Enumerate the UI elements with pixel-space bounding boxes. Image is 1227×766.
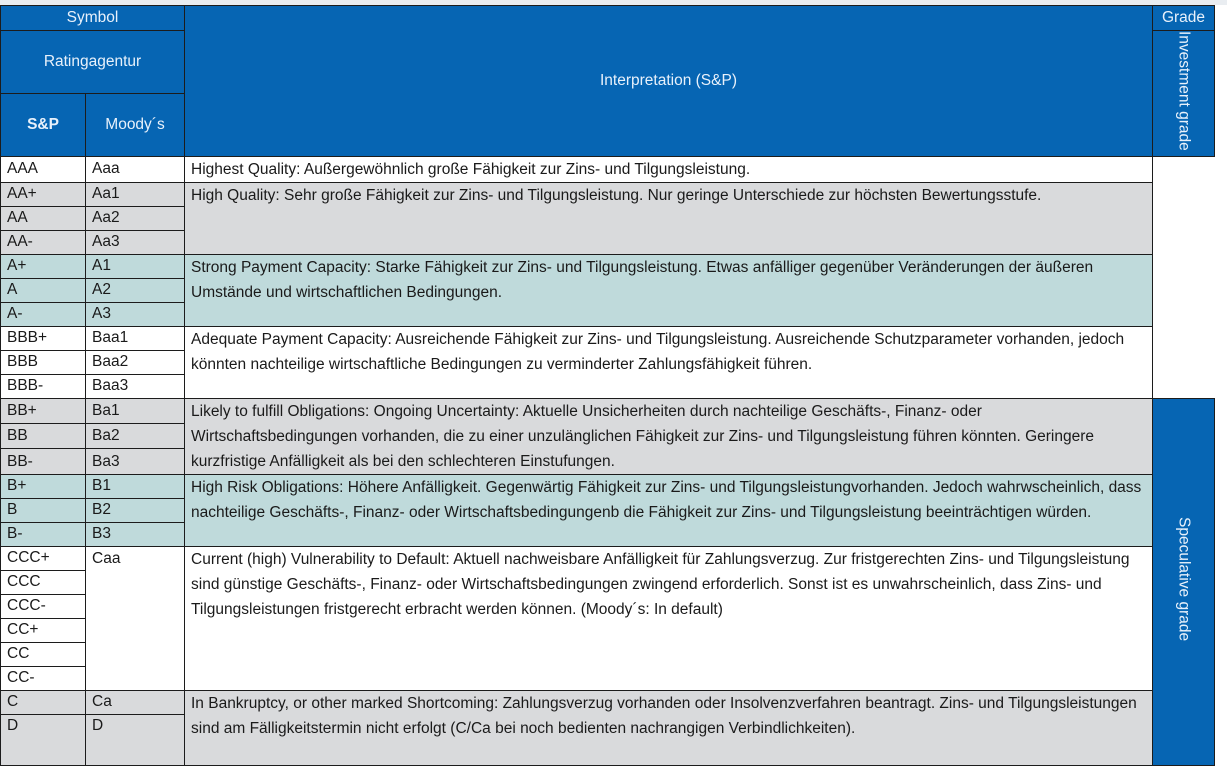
interpretation-text: High Quality: Sehr große Fähigkeit zur Zins- und Tilgungsleistung. Nur geringe Unterschiede zur höchsten Bewertungsstufe.	[185, 182, 1153, 254]
sp-rating: CC-	[1, 666, 86, 690]
sp-rating: BBB+	[1, 326, 86, 350]
table-row	[1, 474, 1215, 498]
rating-table	[0, 5, 1215, 766]
moodys-rating: A1	[86, 254, 185, 278]
moodys-rating: Ca	[86, 690, 185, 714]
sp-rating: B-	[1, 522, 86, 546]
moodys-rating: D	[86, 714, 185, 765]
speculative-grade-band	[1153, 398, 1215, 765]
sp-rating: B+	[1, 474, 86, 498]
sp-rating: AA-	[1, 230, 86, 254]
moodys-rating: Baa1	[86, 326, 185, 350]
sp-rating: CC+	[1, 618, 86, 642]
interpretation-text: Highest Quality: Außergewöhnlich große Fähigkeit zur Zins- und Tilgungsleistung.	[185, 156, 1153, 182]
header-moodys: Moody´s	[86, 93, 185, 156]
moodys-rating: Aa2	[86, 206, 185, 230]
table-row	[1, 690, 1215, 714]
moodys-rating: Baa3	[86, 374, 185, 398]
sp-rating: A	[1, 278, 86, 302]
moodys-rating: A2	[86, 278, 185, 302]
sp-rating: AA	[1, 206, 86, 230]
sp-rating: BBB-	[1, 374, 86, 398]
interpretation-text: Strong Payment Capacity: Starke Fähigkeit zur Zins- und Tilgungsleistung. Etwas anfälliger gegenüber Veränderungen der äußeren Umstände und wirtschaftlichen Bedingungen.	[185, 254, 1153, 326]
moodys-rating: Ba1	[86, 398, 185, 423]
investment-grade-band	[1153, 31, 1215, 157]
sp-rating: BB	[1, 424, 86, 449]
moodys-rating: Ba2	[86, 424, 185, 449]
table-row	[1, 546, 1215, 570]
moodys-rating: Aa3	[86, 230, 185, 254]
rating-table-frame	[0, 5, 1214, 766]
sp-rating: AA+	[1, 182, 86, 206]
interpretation-text: Likely to fulfill Obligations: Ongoing Uncertainty: Aktuelle Unsicherheiten durch nachteilige Geschäfts-, Finanz- oder Wirtschaftsbedingungen vorhanden, die zu einer unzulänglichen Fähigkeit zur Zins- und Tilgungsleistung führen könnten. Geringere kurzfristige Anfälligkeit als bei den schlechteren Einstufungen.	[185, 398, 1153, 474]
interpretation-text: Current (high) Vulnerability to Default: Aktuell nachweisbare Anfälligkeit für Zahlungsverzug. Zur fristgerechten Zins- und Tilgungsleistung sind günstige Geschäfts-, Finanz- oder Wirtschaftsbedingungen zwingend erforderlich. Sonst ist es unwahrscheinlich, dass Zins- und Tilgungsleistungen fristgerecht erbracht werden können. (Moody´s: In default)	[185, 546, 1153, 690]
sp-rating: BB-	[1, 449, 86, 474]
sp-rating: B	[1, 498, 86, 522]
moodys-rating: Ba3	[86, 449, 185, 474]
investment-grade-label: Investment grade	[1175, 31, 1193, 151]
sp-rating: CCC	[1, 570, 86, 594]
moodys-rating: B3	[86, 522, 185, 546]
sp-rating: BBB	[1, 350, 86, 374]
table-row	[1, 398, 1215, 423]
moodys-rating: B2	[86, 498, 185, 522]
table-row	[1, 254, 1215, 278]
table-row	[1, 182, 1215, 206]
header-interpretation: Interpretation (S&P)	[185, 6, 1153, 157]
table-row	[1, 156, 1215, 182]
sp-rating: C	[1, 690, 86, 714]
moodys-rating: Aaa	[86, 156, 185, 182]
sp-rating: AAA	[1, 156, 86, 182]
sp-rating: D	[1, 714, 86, 765]
interpretation-text: Adequate Payment Capacity: Ausreichende Fähigkeit zur Zins- und Tilgungsleistung. Ausreichende Schutzparameter vorhanden, jedoch könnten nachteilige wirtschaftliche Bedingungen zu verminderter Zahlungsfähigkeit führen.	[185, 326, 1153, 398]
header-grade: Grade	[1153, 6, 1215, 31]
header-symbol: Symbol	[1, 6, 185, 31]
sp-rating: CCC-	[1, 594, 86, 618]
sp-rating: BB+	[1, 398, 86, 423]
interpretation-text: In Bankruptcy, or other marked Shortcoming: Zahlungsverzug vorhanden oder Insolvenzverfahren beantragt. Zins- und Tilgungsleistungen sind am Fälligkeitstermin nicht erfolgt (C/Ca bei noch bedienten nachrangigen Verbindlichkeiten).	[185, 690, 1153, 765]
sp-rating: A+	[1, 254, 86, 278]
moodys-rating: Baa2	[86, 350, 185, 374]
moodys-rating: B1	[86, 474, 185, 498]
header-agency: Ratingagentur	[1, 31, 185, 94]
header-sp: S&P	[1, 93, 86, 156]
table-row	[1, 326, 1215, 350]
sp-rating: A-	[1, 302, 86, 326]
moodys-rating: A3	[86, 302, 185, 326]
speculative-grade-label: Speculative grade	[1175, 517, 1193, 642]
moodys-rating: Aa1	[86, 182, 185, 206]
sp-rating: CCC+	[1, 546, 86, 570]
interpretation-text: High Risk Obligations: Höhere Anfälligkeit. Gegenwärtig Fähigkeit zur Zins- und Tilgungsleistungvorhanden. Jedoch wahrwscheinlich, dass nachteilige Geschäfts-, Finanz- oder Wirtschaftsbedingungenb die Fähigkeit zur Zins- und Tilgungsleistung beeinträchtigen würden.	[185, 474, 1153, 546]
sp-rating: CC	[1, 642, 86, 666]
moodys-rating: Caa	[86, 546, 185, 690]
